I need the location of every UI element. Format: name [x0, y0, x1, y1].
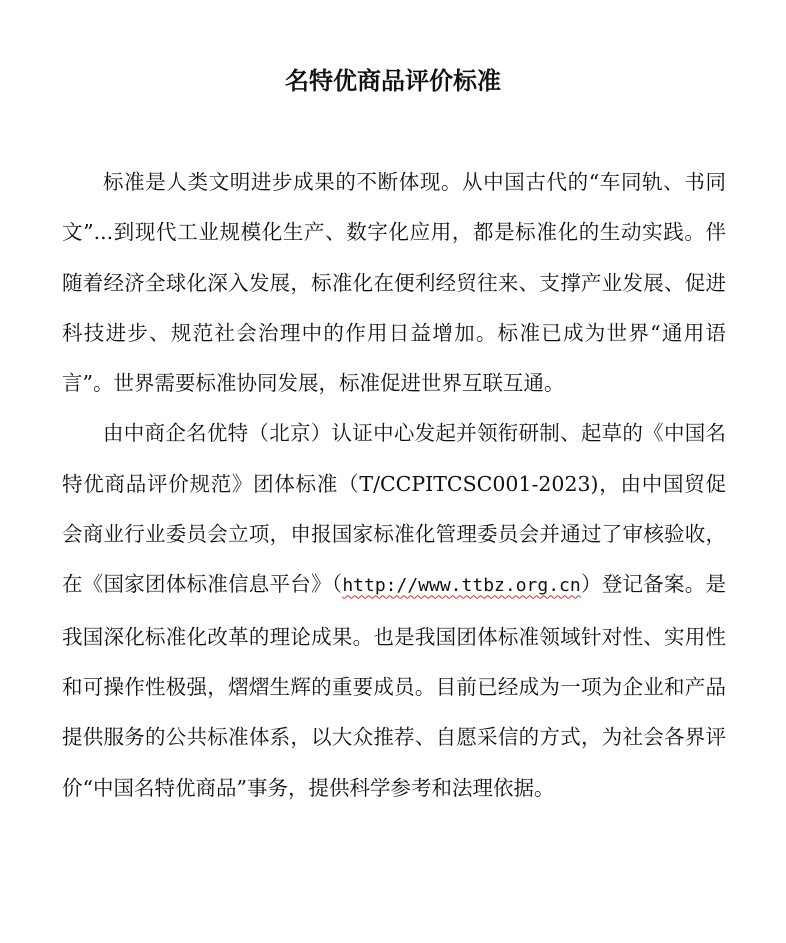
platform-url-link[interactable]: http://www.ttbz.org.cn	[342, 575, 581, 597]
paragraph-2-text-a: 由中商企名优特（北京）认证中心发起并领衔研制、起草的《中国名特优商品评价规范》团体标准（T/CCPITCSC001-2023)，由中国贸促会商业行业委员会立项，申报国家标准化管理委员会并通过了审核验收，在《国家团体标准信息平台》（	[62, 421, 726, 597]
document-title: 名特优商品评价标准	[285, 67, 501, 95]
paragraph-1: 标准是人类文明进步成果的不断体现。从中国古代的“车同轨、书同文”...到现代工业规模化生产、数字化应用，都是标准化的生动实践。伴随着经济全球化深入发展，标准化在便利经贸往来、支撑产业发展、促进科技进步、规范社会治理中的作用日益增加。标准已成为世界“通用语言”。世界需要标准协同发展，标准促进世界互联互通。	[62, 170, 726, 396]
paragraph-2	[62, 408, 726, 812]
document-body	[62, 157, 726, 813]
paragraph-2-text-b: ）登记备案。是我国深化标准化改革的理论成果。也是我国团体标准领域针对性、实用性和可操作性极强，熠熠生辉的重要成员。目前已经成为一项为企业和产品提供服务的公共标准体系，以大众推荐、自愿采信的方式，为社会各界评价“中国名特优商品”事务，提供科学参考和法理依据。	[62, 572, 727, 800]
